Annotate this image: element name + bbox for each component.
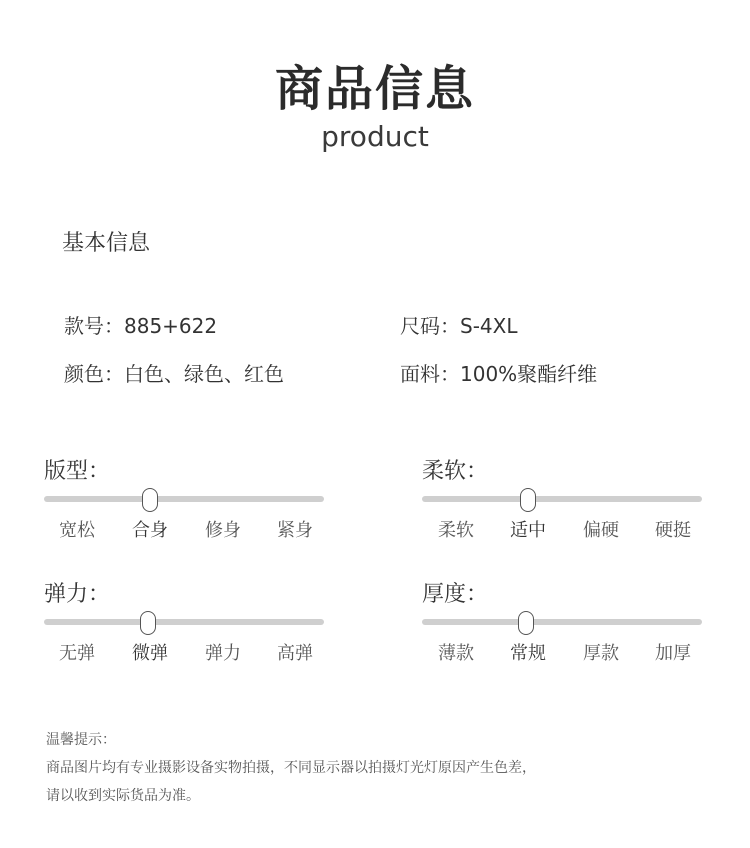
softness-label-soft: 柔软: [438, 520, 474, 541]
fit-slider-knob: [142, 488, 158, 512]
size-range: 尺码：S-4XL: [400, 314, 518, 338]
thickness-slider-track: [422, 619, 702, 625]
tips-heading: 温馨提示：: [46, 732, 116, 748]
softness-label-firm: 偏硬: [583, 520, 619, 541]
thickness-label-regular: 常规: [510, 643, 546, 664]
fit-label-loose: 宽松: [59, 520, 95, 541]
thickness-slider-knob: [518, 611, 534, 635]
softness-label-medium: 适中: [510, 520, 546, 541]
elasticity-label-stretch: 弹力: [205, 643, 241, 664]
style-number: 款号：885+622: [64, 314, 218, 338]
elasticity-slider-knob: [140, 611, 156, 635]
page-title: 商品信息: [274, 61, 475, 117]
fit-label-slim: 修身: [205, 520, 241, 541]
tips-line-2: 请以收到实际货品为准。: [46, 788, 200, 804]
basic-info-heading: 基本信息: [62, 231, 151, 256]
fit-slider-track: [44, 496, 324, 502]
thickness-label-extra-thick: 加厚: [655, 643, 691, 664]
softness-slider-knob: [520, 488, 536, 512]
elasticity-slider-title: 弹力：: [44, 582, 111, 607]
fabric-info: 面料：100%聚酯纤维: [400, 362, 598, 386]
thickness-slider-title: 厚度：: [422, 582, 489, 607]
elasticity-label-high: 高弹: [277, 643, 313, 664]
elasticity-slider-track: [44, 619, 324, 625]
elasticity-label-none: 无弹: [59, 643, 95, 664]
thickness-label-thin: 薄款: [438, 643, 474, 664]
tips-section: [46, 726, 536, 810]
softness-slider-title: 柔软：: [422, 459, 489, 484]
color-options: 颜色：白色、绿色、红色: [64, 362, 284, 386]
softness-label-stiff: 硬挺: [655, 520, 691, 541]
fit-slider-title: 版型：: [44, 459, 111, 484]
tips-line-1: 商品图片均有专业摄影设备实物拍摄，不同显示器以拍摄灯光灯原因产生色差，: [46, 760, 536, 776]
page-subtitle: product: [321, 120, 429, 153]
softness-slider-track: [422, 496, 702, 502]
fit-label-tight: 紧身: [277, 520, 313, 541]
elasticity-label-slight: 微弹: [132, 643, 168, 664]
thickness-label-thick: 厚款: [583, 643, 619, 664]
fit-label-regular: 合身: [132, 520, 168, 541]
